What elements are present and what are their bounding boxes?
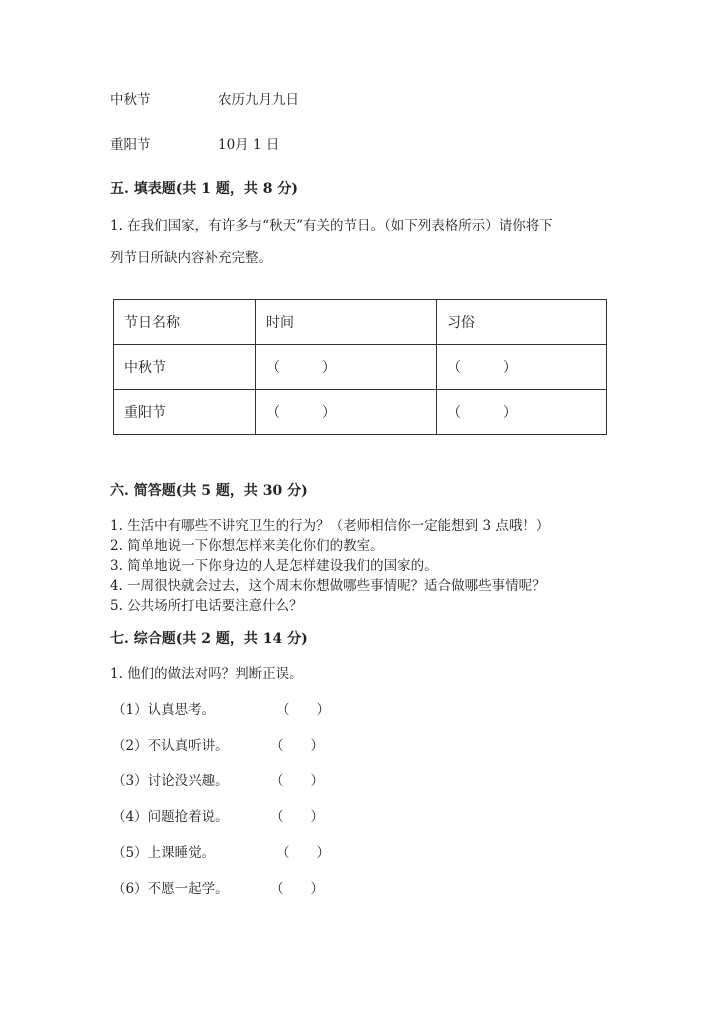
- question-text: 1. 他们的做法对吗？判断正误。: [110, 666, 303, 682]
- judge-item: （3）讨论没兴趣。: [112, 773, 229, 789]
- list-item: 3. 简单地说一下你身边的人是怎样建设我们的国家的。: [110, 558, 438, 574]
- match-right-2: 10月 1 日: [218, 137, 280, 153]
- header-cell: 节日名称: [114, 300, 256, 345]
- judge-blank[interactable]: （ ）: [270, 809, 324, 825]
- custom-blank[interactable]: （ ）: [437, 390, 607, 435]
- list-item: 2. 简单地说一下你想怎样来美化你们的教室。: [110, 538, 384, 554]
- judge-item: （5）上课睡觉。: [112, 845, 216, 861]
- time-blank[interactable]: （ ）: [256, 390, 437, 435]
- fill-table: [113, 299, 607, 435]
- judge-item: （6）不愿一起学。: [112, 881, 229, 897]
- custom-blank[interactable]: （ ）: [437, 345, 607, 390]
- header-cell: 习俗: [437, 300, 607, 345]
- match-right-1: 农历九月九日: [218, 92, 299, 108]
- judge-item: （4）问题抢着说。: [112, 809, 229, 825]
- section-6-title: 六. 简答题(共 5 题，共 30 分): [110, 483, 308, 499]
- judge-blank[interactable]: （ ）: [270, 738, 324, 754]
- match-left-2: 重阳节: [110, 137, 151, 153]
- header-cell: 时间: [256, 300, 437, 345]
- judge-blank[interactable]: （ ）: [270, 881, 324, 897]
- section-7-title: 七. 综合题(共 2 题，共 14 分): [110, 631, 308, 647]
- question-text: 1. 在我们国家，有许多与“秋天”有关的节日。（如下列表格所示）请你将下: [110, 218, 553, 234]
- judge-item: （2）不认真听讲。: [112, 738, 229, 754]
- list-item: 5. 公共场所打电话要注意什么？: [110, 598, 303, 614]
- section-5-title: 五. 填表题(共 1 题，共 8 分): [110, 181, 298, 197]
- list-item: 4. 一周很快就会过去，这个周末你想做哪些事情呢？适合做哪些事情呢？: [110, 578, 546, 594]
- time-blank[interactable]: （ ）: [256, 345, 437, 390]
- table-row: [114, 390, 607, 435]
- judge-blank[interactable]: （ ）: [276, 845, 330, 861]
- judge-blank[interactable]: （ ）: [270, 773, 324, 789]
- table-header-row: [114, 300, 607, 345]
- judge-blank[interactable]: （ ）: [276, 702, 330, 718]
- match-left-1: 中秋节: [110, 92, 151, 108]
- festival-name: 中秋节: [114, 345, 256, 390]
- list-item: 1. 生活中有哪些不讲究卫生的行为？（老师相信你一定能想到 3 点哦！）: [110, 518, 550, 534]
- judge-item: （1）认真思考。: [112, 702, 216, 718]
- festival-name: 重阳节: [114, 390, 256, 435]
- question-text: 列节日所缺内容补充完整。: [110, 250, 272, 266]
- table-row: [114, 345, 607, 390]
